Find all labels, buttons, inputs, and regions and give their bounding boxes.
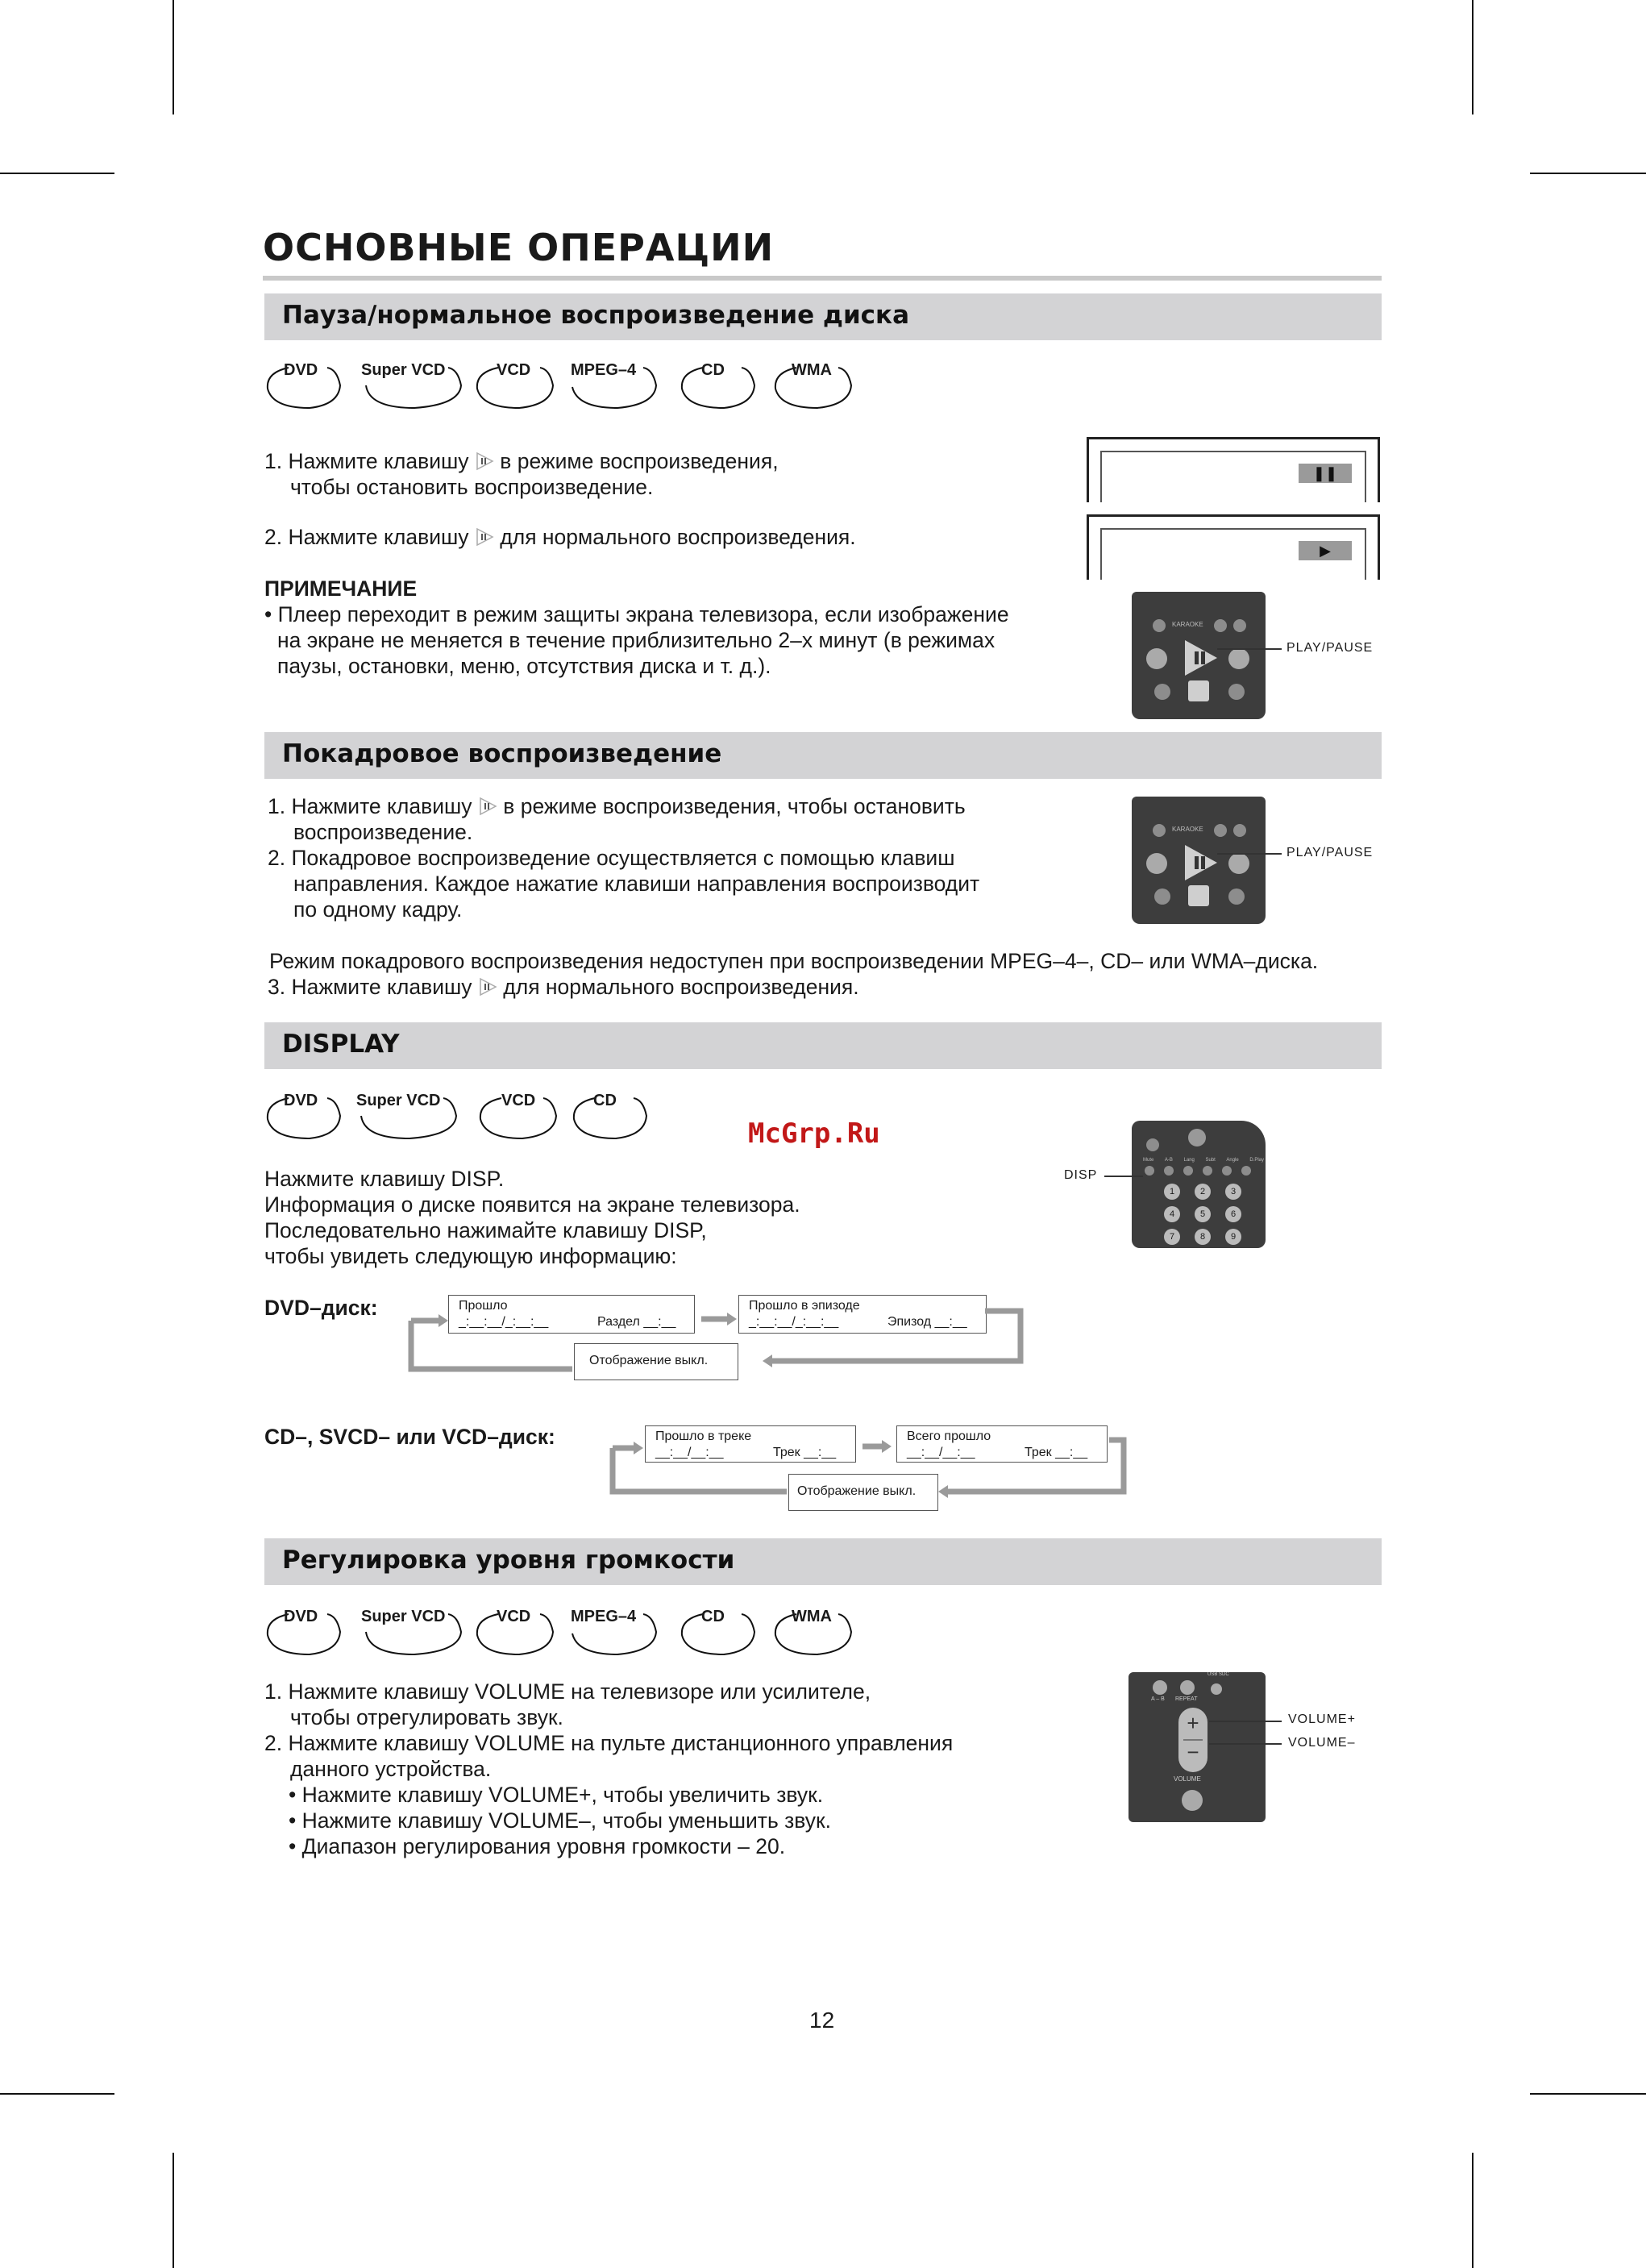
disc-badge: DVD — [264, 1608, 345, 1658]
disp-label: DISP — [1064, 1168, 1098, 1182]
crop-mark — [172, 0, 174, 114]
dvd-flow-label: DVD–диск: — [264, 1296, 378, 1320]
disc-badge: MPEG–4 — [569, 361, 662, 411]
volume-minus-label: VOLUME– — [1288, 1736, 1356, 1750]
number-keypad: 1 2 3 4 5 6 7 8 9 — [1164, 1184, 1245, 1245]
play-pause-icon — [475, 526, 494, 546]
rewind-icon — [1146, 648, 1167, 669]
display-line: чтобы увидеть следующую информацию: — [264, 1244, 677, 1268]
remote-control-disp — [1132, 1121, 1266, 1248]
dvd-box-chapter: Прошло в эпизоде _:__:__/_:__:__ Эпизод __:__ — [738, 1295, 987, 1334]
fast-forward-icon — [1228, 648, 1249, 669]
crop-mark — [1472, 0, 1474, 114]
play-indicator: ▶ — [1299, 541, 1352, 560]
pause-step-2: 2. Нажмите клавишу для нормального воспроизведения. — [264, 525, 856, 549]
disc-badge: VCD — [474, 1608, 559, 1658]
title-rule — [263, 276, 1382, 281]
cd-box-track: Прошло в треке __:__/__:__ Трек __:__ — [645, 1425, 856, 1463]
frame-line: направления. Каждое нажатие клавиши направления воспроизводит — [293, 872, 980, 896]
fast-forward-icon — [1228, 853, 1249, 874]
play-pause-icon — [478, 976, 497, 996]
disc-badge: VCD — [474, 361, 559, 411]
remote-control-play: KARAOKE — [1132, 592, 1266, 719]
tv-screen-play — [1087, 514, 1380, 580]
watermark: McGrp.Ru — [748, 1117, 880, 1150]
display-line: Нажмите клавишу DISP. — [264, 1167, 505, 1191]
page-number: 12 — [809, 2008, 835, 2033]
frame-line: воспроизведение. — [293, 820, 473, 844]
frame-line: 1. Нажмите клавишу в режиме воспроизведения, чтобы остановить — [268, 794, 966, 818]
volume-line: • Нажмите клавишу VOLUME–, чтобы уменьшить звук. — [289, 1808, 831, 1833]
volume-line: данного устройства. — [290, 1757, 492, 1781]
crop-mark — [1530, 173, 1646, 174]
prev-icon — [1154, 888, 1170, 905]
disc-badge: CD — [679, 1608, 759, 1658]
frame-line: по одному кадру. — [293, 897, 463, 922]
crop-mark — [0, 2093, 114, 2095]
frame-line: 3. Нажмите клавишу для нормального воспроизведения. — [268, 975, 859, 999]
frame-line: 2. Покадровое воспроизведение осуществляется с помощью клавиш — [268, 846, 955, 870]
volume-rocker[interactable] — [1178, 1708, 1207, 1772]
disc-badge: CD — [571, 1092, 651, 1142]
volume-line: 2. Нажмите клавишу VOLUME на пульте дистанционного управления — [264, 1731, 954, 1755]
section-title: Регулировка уровня громкости — [282, 1546, 735, 1575]
stop-icon — [1188, 885, 1209, 906]
play-pause-label: PLAY/PAUSE — [1286, 846, 1374, 859]
display-line: Последовательно нажимайте клавишу DISP, — [264, 1218, 707, 1242]
volume-plus-label: VOLUME+ — [1288, 1712, 1356, 1726]
dvd-box-off: Отображение выкл. — [574, 1343, 738, 1380]
remote-control-frame: KARAOKE — [1132, 797, 1266, 924]
section-title: Покадровое воспроизведение — [282, 739, 722, 768]
cd-box-off: Отображение выкл. — [788, 1474, 938, 1511]
rewind-icon — [1146, 853, 1167, 874]
tv-screen-pause — [1087, 437, 1380, 502]
note-line: паузы, остановки, меню, отсутствия диска и т. д.). — [277, 654, 771, 678]
disc-badge: WMA — [772, 1608, 857, 1658]
pause-indicator: ❚❚ — [1299, 464, 1352, 483]
section-header-pause — [264, 293, 1382, 340]
disc-badge: Super VCD — [361, 361, 466, 411]
disc-badge: Super VCD — [356, 1092, 461, 1142]
pause-step-1: 1. Нажмите клавишу в режиме воспроизведения, — [264, 449, 779, 473]
volume-up-icon: + — [1187, 1711, 1199, 1735]
note-line: на экране не меняется в течение приблизительно 2–х минут (в режимах — [277, 628, 995, 652]
remote-top-labels: Mute A-B Lang Subt Angle D.Play — [1143, 1158, 1264, 1163]
disc-badge: MPEG–4 — [569, 1608, 662, 1658]
volume-line: 1. Нажмите клавишу VOLUME на телевизоре или усилителе, — [264, 1679, 871, 1704]
disc-badge: Super VCD — [361, 1608, 466, 1658]
volume-down-icon: − — [1187, 1740, 1199, 1764]
section-header-volume — [264, 1538, 1382, 1585]
dvd-box-elapsed: Прошло _:__:__/_:__:__ Раздел __:__ — [448, 1295, 695, 1334]
crop-mark — [1472, 2153, 1474, 2268]
section-title: DISPLAY — [282, 1030, 400, 1059]
remote-control-volume: USB SDC A – B REPEAT + − VOLUME — [1129, 1672, 1266, 1822]
display-line: Информация о диске появится на экране телевизора. — [264, 1192, 800, 1217]
dvd-flow-arrows — [395, 1298, 1040, 1387]
prev-icon — [1154, 684, 1170, 700]
play-pause-icon — [475, 451, 494, 470]
crop-mark — [1530, 2093, 1646, 2095]
power-icon — [1188, 1129, 1206, 1146]
cd-box-total: Всего прошло __:__/__:__ Трек __:__ — [896, 1425, 1108, 1463]
page-title: ОСНОВНЫЕ ОПЕРАЦИИ — [263, 226, 775, 269]
volume-line: • Диапазон регулирования уровня громкости – 20. — [289, 1834, 786, 1858]
cd-flow-label: CD–, SVCD– или VCD–диск: — [264, 1425, 555, 1449]
play-pause-button[interactable] — [1180, 639, 1219, 677]
play-pause-label: PLAY/PAUSE — [1286, 641, 1374, 655]
play-pause-icon — [478, 796, 497, 815]
disc-badge: VCD — [477, 1092, 562, 1142]
frame-line: Режим покадрового воспроизведения недоступен при воспроизведении MPEG–4–, CD– или WMA–диска. — [269, 949, 1319, 973]
next-icon — [1228, 888, 1245, 905]
volume-line: чтобы отрегулировать звук. — [290, 1705, 563, 1729]
volume-line: • Нажмите клавишу VOLUME+, чтобы увеличить звук. — [289, 1783, 824, 1807]
section-title: Пауза/нормальное воспроизведение диска — [282, 301, 910, 330]
cd-flow-arrows — [596, 1427, 1145, 1508]
section-header-frame — [264, 732, 1382, 779]
note-title: ПРИМЕЧАНИЕ — [264, 576, 418, 601]
disc-badge: WMA — [772, 361, 857, 411]
note-line: • Плеер переходит в режим защиты экрана телевизора, если изображение — [264, 602, 1009, 626]
crop-mark — [0, 173, 114, 174]
pause-step-1-cont: чтобы остановить воспроизведение. — [290, 475, 654, 499]
next-icon — [1228, 684, 1245, 700]
disc-badge: DVD — [264, 1092, 345, 1142]
crop-mark — [172, 2153, 174, 2268]
disc-badge: DVD — [264, 361, 345, 411]
disp-button[interactable] — [1146, 1138, 1159, 1151]
stop-icon — [1188, 680, 1209, 701]
play-pause-button[interactable] — [1180, 843, 1219, 882]
section-header-display — [264, 1022, 1382, 1069]
disc-badge: CD — [679, 361, 759, 411]
mute-icon — [1182, 1790, 1203, 1811]
